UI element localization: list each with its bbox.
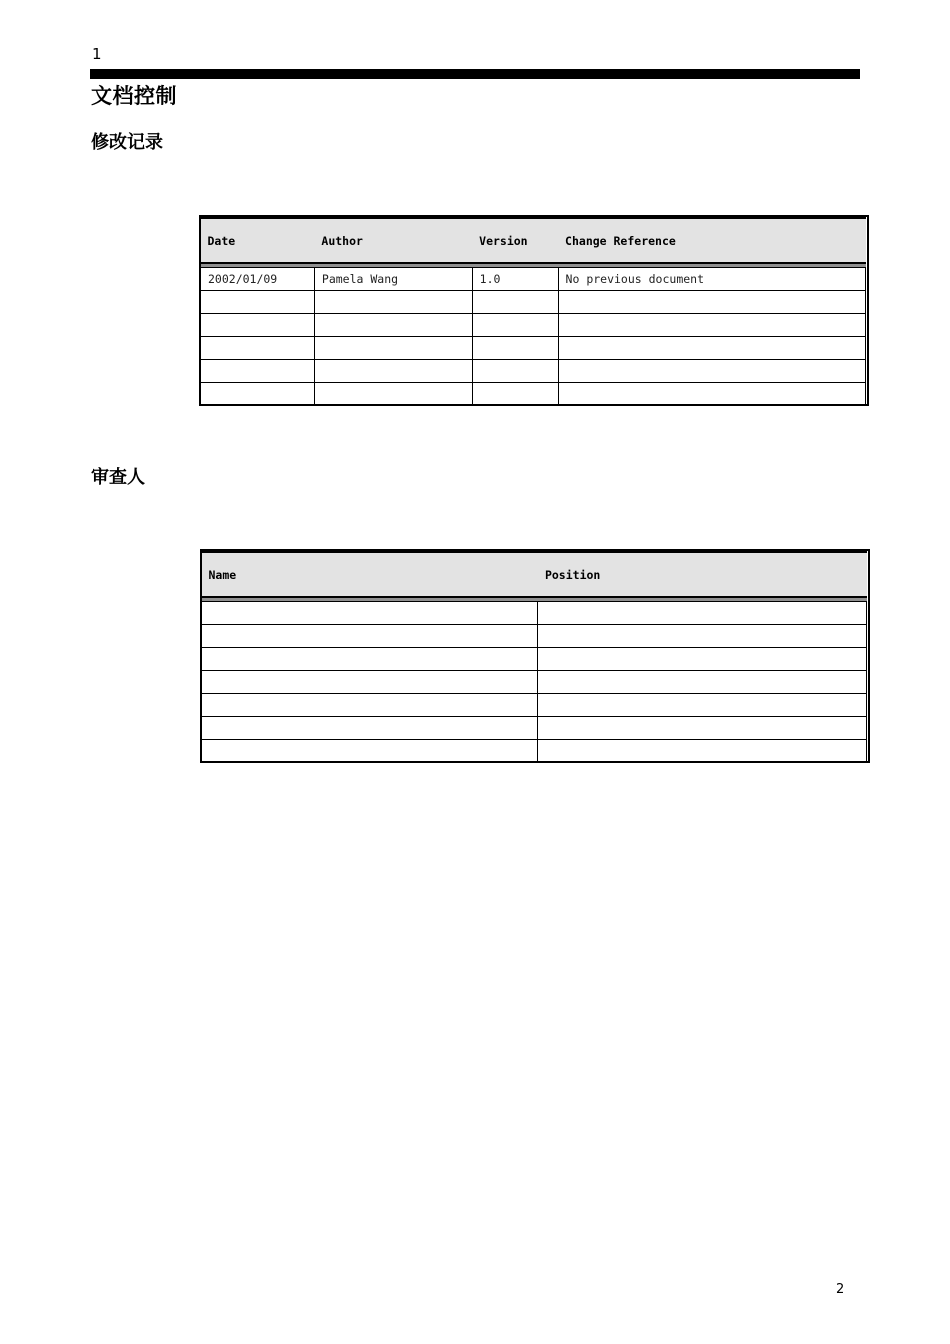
table-row — [202, 717, 867, 740]
column-header-author: Author — [314, 218, 472, 264]
revision-table-header — [201, 218, 866, 264]
cell-position[interactable] — [538, 671, 867, 694]
cell-name[interactable] — [202, 717, 538, 740]
cell-date[interactable] — [201, 314, 315, 337]
cell-position[interactable] — [538, 717, 867, 740]
cell-position[interactable] — [538, 648, 867, 671]
reviewers-table-header — [202, 552, 867, 598]
cell-change-reference[interactable] — [558, 383, 865, 406]
reviewers-table — [201, 550, 867, 763]
cell-change-reference[interactable] — [558, 291, 865, 314]
cell-author[interactable]: Pamela Wang — [314, 268, 472, 291]
revision-history-heading: 修改记录 — [91, 132, 163, 153]
cell-version[interactable] — [472, 314, 558, 337]
cell-author[interactable] — [314, 383, 472, 406]
revision-table — [200, 216, 866, 406]
cell-change-reference[interactable] — [558, 337, 865, 360]
table-row — [202, 694, 867, 717]
cell-author[interactable] — [314, 291, 472, 314]
table-row — [202, 671, 867, 694]
page-number-top: 1 — [92, 45, 102, 63]
column-header-date: Date — [201, 218, 315, 264]
cell-date[interactable] — [201, 383, 315, 406]
cell-position[interactable] — [538, 625, 867, 648]
column-header-name: Name — [202, 552, 538, 598]
column-header-version: Version — [472, 218, 558, 264]
table-row — [202, 648, 867, 671]
cell-change-reference[interactable] — [558, 360, 865, 383]
cell-change-reference[interactable]: No previous document — [558, 268, 865, 291]
cell-name[interactable] — [202, 648, 538, 671]
table-row — [201, 337, 866, 360]
table-row — [202, 625, 867, 648]
cell-date[interactable] — [201, 360, 315, 383]
cell-name[interactable] — [202, 602, 538, 625]
column-header-change-reference: Change Reference — [558, 218, 865, 264]
cell-author[interactable] — [314, 337, 472, 360]
page-number-bottom: 2 — [836, 1282, 845, 1297]
cell-position[interactable] — [538, 602, 867, 625]
cell-author[interactable] — [314, 360, 472, 383]
cell-position[interactable] — [538, 740, 867, 763]
cell-date[interactable] — [201, 337, 315, 360]
table-row — [202, 740, 867, 763]
table-row — [201, 314, 866, 337]
cell-name[interactable] — [202, 740, 538, 763]
cell-version[interactable] — [472, 383, 558, 406]
page-title: 文档控制 — [91, 84, 177, 108]
table-row — [202, 602, 867, 625]
cell-name[interactable] — [202, 625, 538, 648]
table-row — [201, 360, 866, 383]
cell-author[interactable] — [314, 314, 472, 337]
cell-version[interactable] — [472, 337, 558, 360]
cell-name[interactable] — [202, 694, 538, 717]
cell-change-reference[interactable] — [558, 314, 865, 337]
reviewers-heading: 审查人 — [91, 467, 145, 488]
cell-version[interactable]: 1.0 — [472, 268, 558, 291]
column-header-position: Position — [538, 552, 867, 598]
cell-position[interactable] — [538, 694, 867, 717]
header-rule — [90, 69, 860, 79]
cell-version[interactable] — [472, 291, 558, 314]
table-row — [201, 291, 866, 314]
cell-name[interactable] — [202, 671, 538, 694]
cell-date[interactable] — [201, 291, 315, 314]
cell-date[interactable]: 2002/01/09 — [201, 268, 315, 291]
table-row — [201, 268, 866, 291]
table-row — [201, 383, 866, 406]
cell-version[interactable] — [472, 360, 558, 383]
